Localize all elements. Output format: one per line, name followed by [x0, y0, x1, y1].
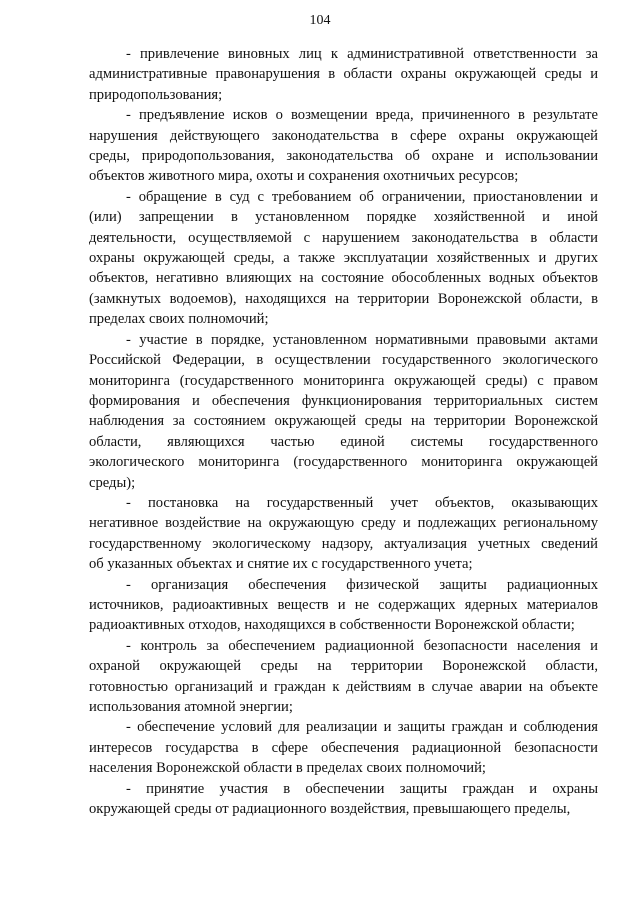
paragraph-list-item — [89, 44, 598, 105]
text-line: окружающей среды от радиационного воздействия, превышающего пределы, — [89, 801, 571, 818]
text-line: - контроль за обеспечением радиационной безопасности населения и — [126, 637, 598, 654]
text-line: объектов животного мира, охоты и сохранения охотничьих ресурсов; — [89, 168, 519, 185]
text-line: - участие в порядке, установленном нормативными правовыми актами — [126, 331, 598, 348]
text-line: среды, природопользования, законодательства об охране и использовании — [89, 148, 598, 165]
paragraph-list-item — [89, 636, 598, 718]
text-line: - привлечение виновных лиц к административной ответственности за — [126, 46, 598, 62]
text-line: готовностью организаций и граждан к действиям в случае аварии на объекте — [89, 678, 598, 695]
paragraph-list-item — [89, 779, 598, 820]
text-line: административные правонарушения в области охраны окружающей среды и — [89, 66, 598, 83]
text-line: государственному экологическому надзору, актуализация учетных сведений — [89, 535, 598, 552]
text-line: радиоактивных отходов, находящихся в собственности Воронежской области; — [89, 617, 575, 634]
text-line: среды); — [89, 474, 136, 491]
paragraph-list-item — [89, 187, 598, 330]
document-body — [89, 44, 598, 819]
text-line: - принятие участия в обеспечении защиты граждан и охраны — [126, 780, 598, 797]
text-line: - постановка на государственный учет объектов, оказывающих — [126, 494, 598, 511]
text-line: (или) запрещении в установленном порядке хозяйственной и иной — [89, 209, 598, 226]
text-line: экологического мониторинга (государственного мониторинга окружающей — [89, 454, 598, 471]
text-line: нарушения действующего законодательства в сфере охраны окружающей — [89, 127, 598, 144]
text-line: источников, радиоактивных веществ и не содержащих ядерных материалов — [89, 596, 598, 613]
text-line: объектов, негативно влияющих на состояние обособленных водных объектов — [89, 270, 598, 287]
paragraph-list-item — [89, 575, 598, 636]
paragraph-list-item — [89, 717, 598, 778]
text-line: об указанных объектах и снятие их с государственного учета; — [89, 556, 473, 573]
paragraph-list-item — [89, 493, 598, 575]
text-line: области, являющихся частью единой системы государственного — [89, 433, 598, 450]
paragraph-list-item — [89, 105, 598, 187]
text-line: деятельности, осуществляемой с нарушением законодательства в области — [89, 229, 598, 246]
text-line: использования атомной энергии; — [89, 699, 293, 715]
paragraph-list-item — [89, 330, 598, 493]
text-line: наблюдения за состоянием окружающей среды на территории Воронежской — [89, 413, 598, 430]
text-line: негативное воздействие на окружающую среду и подлежащих региональному — [89, 515, 598, 532]
text-line: пределах своих полномочий; — [89, 311, 269, 328]
text-line: - обеспечение условий для реализации и защиты граждан и соблюдения — [126, 719, 598, 736]
text-line: (замкнутых водоемов), находящихся на территории Воронежской области, в — [89, 290, 598, 307]
text-line: охраной окружающей среды на территории Воронежской области, — [89, 658, 598, 675]
text-line: населения Воронежской области в пределах своих полномочий; — [89, 760, 486, 777]
text-line: Российской Федерации, в осуществлении государственного экологического — [89, 352, 598, 369]
text-line: - обращение в суд с требованием об ограничении, приостановлении и — [126, 188, 598, 205]
text-line: - организация обеспечения физической защиты радиационных — [126, 576, 598, 593]
page-number: 104 — [309, 13, 331, 28]
text-line: охраны окружающей среды, а также эксплуатации хозяйственных и других — [89, 250, 598, 267]
text-line: формирования и обеспечения функционирования территориальных систем — [89, 392, 598, 409]
text-line: мониторинга (государственного мониторинга окружающей среды) с правом — [89, 372, 598, 389]
text-line: природопользования; — [89, 86, 223, 103]
text-line: интересов государства в сфере обеспечения радиационной безопасности — [89, 739, 598, 756]
text-line: - предъявление исков о возмещении вреда, причиненного в результате — [126, 107, 598, 124]
